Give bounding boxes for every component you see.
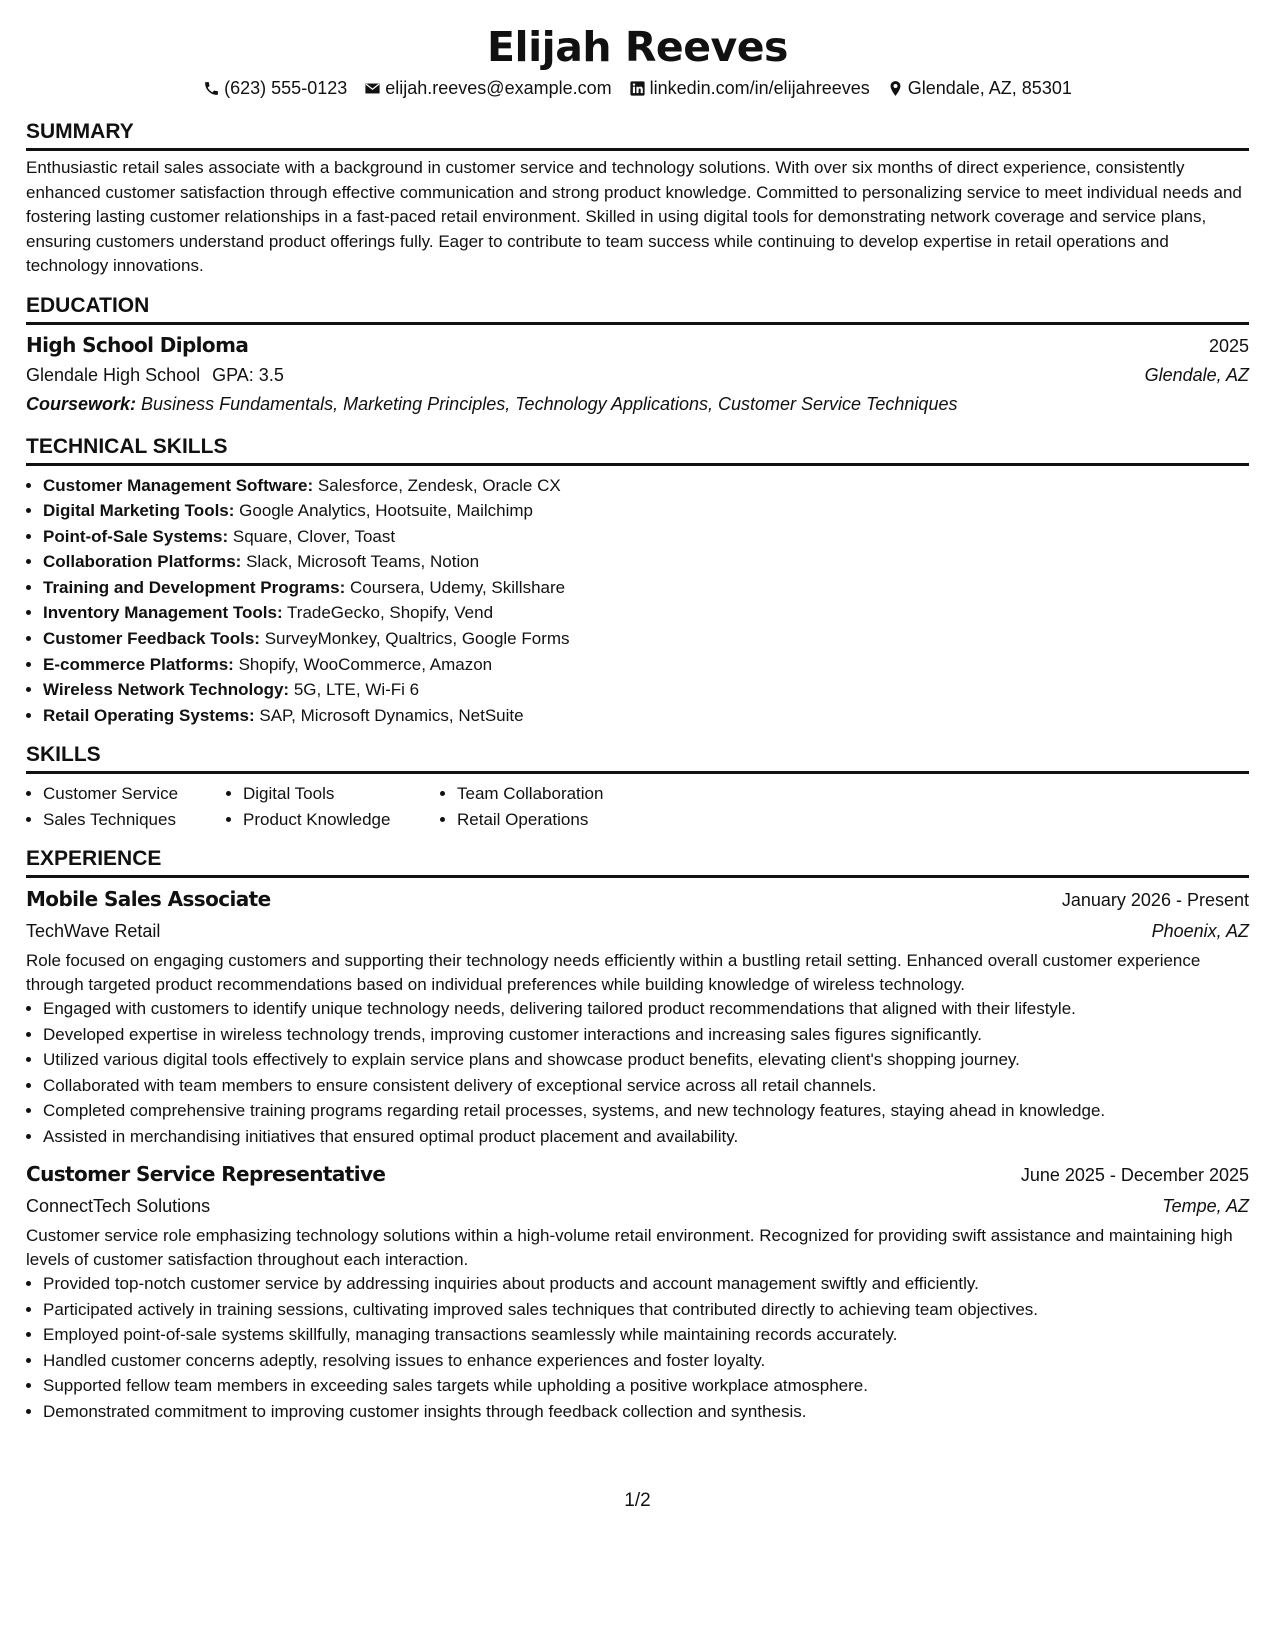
- list-item: • Digital Tools: [243, 781, 440, 807]
- coursework: [26, 390, 1249, 419]
- list-item: • Customer Service: [43, 781, 226, 807]
- skill-values: SAP, Microsoft Dynamics, NetSuite: [259, 705, 524, 725]
- skill-values: Square, Clover, Toast: [232, 526, 396, 546]
- skills-grid: [26, 781, 1249, 832]
- skills-column: [226, 781, 440, 832]
- list-item: • Assisted in merchandising initiatives that ensured optimal product placement and availability.: [43, 1124, 1249, 1150]
- job-location: Tempe, AZ: [1162, 1196, 1249, 1217]
- location-text: Glendale, AZ, 85301: [907, 78, 1072, 98]
- list-item: [43, 549, 1249, 575]
- degree-title: High School Diploma: [26, 332, 249, 357]
- list-item: [43, 703, 1249, 729]
- candidate-name: Elijah Reeves: [487, 23, 788, 71]
- list-item: • Sales Techniques: [43, 807, 226, 833]
- job-bullets: [26, 996, 1249, 1149]
- skill-values: Coursera, Udemy, Skillshare: [350, 577, 566, 597]
- gpa: GPA: 3.5: [212, 364, 284, 385]
- education-school-row: [26, 360, 1249, 390]
- list-item: • Product Knowledge: [243, 807, 440, 833]
- job-description: Role focused on engaging customers and supporting their technology needs efficiently within a bustling retail setting. Enhanced overall customer experience through targeted product recommendations based on individual preferences while building knowledge of wireless technology.: [26, 951, 1201, 994]
- list-item: • Demonstrated commitment to improving customer insights through feedback collection and synthesis.: [43, 1399, 1249, 1425]
- technical-skills-heading: TECHNICAL SKILLS: [26, 434, 1249, 466]
- skill-values: Google Analytics, Hootsuite, Mailchimp: [239, 501, 534, 521]
- skill-category: Inventory Management Tools:: [43, 603, 283, 623]
- school-location: Glendale, AZ: [1144, 364, 1249, 385]
- list-item: • Participated actively in training sessions, cultivating improved sales techniques that contributed directly to achieving team objectives.: [43, 1297, 1249, 1323]
- list-item: • Developed expertise in wireless technology trends, improving customer interactions and increasing sales figures significantly.: [43, 1022, 1249, 1048]
- contact-location: [887, 76, 1072, 100]
- job-description: Customer service role emphasizing technology solutions within a high-volume retail environment. Recognized for providing swift assistance and maintaining high levels of customer satisfaction throughout each interaction.: [26, 1226, 1233, 1269]
- contact-bar: [26, 76, 1249, 100]
- skill-category: Customer Feedback Tools:: [43, 629, 260, 649]
- experience-heading: EXPERIENCE: [26, 846, 1249, 878]
- skill-category: Customer Management Software:: [43, 475, 314, 495]
- map-pin-icon: [887, 80, 904, 97]
- summary-text: Enthusiastic retail sales associate with a background in customer service and technology solutions. With over six months of direct experience, consistently enhanced customer satisfaction through effective communication and strong product knowledge. Committed to personalizing service to meet individual needs and fostering lasting customer relationships in a fast-paced retail environment. Skilled in using digital tools for demonstrating network coverage and service plans, ensuring customers understand product offerings fully. Eager to contribute to team success while continuing to develop expertise in retail operations and technology innovations.: [26, 158, 1242, 275]
- school-info: [26, 360, 284, 390]
- job-dates: June 2025 - December 2025: [1020, 1165, 1249, 1186]
- phone-text: (623) 555-0123: [224, 78, 348, 98]
- skill-category: Digital Marketing Tools:: [43, 501, 235, 521]
- education-entry: [26, 331, 1249, 360]
- graduation-year: 2025: [1208, 335, 1249, 356]
- job-location: Phoenix, AZ: [1151, 921, 1249, 942]
- skill-values: SurveyMonkey, Qualtrics, Google Forms: [264, 629, 570, 649]
- job-title: Customer Service Representative: [26, 1162, 386, 1187]
- list-item: • Utilized various digital tools effectively to explain service plans and showcase product benefits, elevating client's shopping journey.: [43, 1047, 1249, 1073]
- job-bullets: [26, 1271, 1249, 1424]
- list-item: [43, 677, 1249, 703]
- list-item: • Handled customer concerns adeptly, resolving issues to enhance experiences and foster loyalty.: [43, 1348, 1249, 1374]
- job-company-row: [26, 1191, 1249, 1221]
- list-item: [43, 600, 1249, 626]
- list-item: • Supported fellow team members in exceeding sales targets while upholding a positive workplace atmosphere.: [43, 1373, 1249, 1399]
- job-header: [26, 884, 1249, 916]
- summary-heading: SUMMARY: [26, 119, 1249, 151]
- list-item: • Team Collaboration: [457, 781, 603, 807]
- job-entry: [26, 884, 1249, 1149]
- skill-category: E-commerce Platforms:: [43, 654, 234, 674]
- job-company-row: [26, 916, 1249, 946]
- job-title: Mobile Sales Associate: [26, 887, 271, 912]
- job-dates: January 2026 - Present: [1061, 890, 1249, 911]
- skill-values: TradeGecko, Shopify, Vend: [287, 603, 494, 623]
- skill-values: 5G, LTE, Wi-Fi 6: [293, 680, 420, 700]
- technical-skills-list: [26, 473, 1249, 729]
- list-item: • Collaborated with team members to ensure consistent delivery of exceptional service across all retail channels.: [43, 1073, 1249, 1099]
- phone-icon: [203, 80, 220, 97]
- skill-values: Shopify, WooCommerce, Amazon: [238, 654, 493, 674]
- skill-category: Training and Development Programs:: [43, 577, 346, 597]
- skill-values: Slack, Microsoft Teams, Notion: [246, 552, 480, 572]
- list-item: • Employed point-of-sale systems skillfully, managing transactions seamlessly while maintaining records accurately.: [43, 1322, 1249, 1348]
- page-number: 1/2: [624, 1490, 651, 1511]
- coursework-list: Business Fundamentals, Marketing Principles, Technology Applications, Customer Service Techniques: [141, 393, 958, 414]
- skills-heading: SKILLS: [26, 742, 1249, 774]
- coursework-label: Coursework:: [26, 393, 137, 414]
- list-item: [43, 652, 1249, 678]
- linkedin-link[interactable]: linkedin.com/in/elijahreeves: [649, 78, 870, 98]
- skill-category: Point-of-Sale Systems:: [43, 526, 229, 546]
- job-entry: [26, 1159, 1249, 1424]
- contact-linkedin[interactable]: [629, 76, 870, 100]
- company-name: ConnectTech Solutions: [26, 1196, 211, 1217]
- list-item: [43, 473, 1249, 499]
- list-item: • Completed comprehensive training programs regarding retail processes, systems, and new technology features, staying ahead in knowledge.: [43, 1098, 1249, 1124]
- envelope-icon: [364, 80, 381, 97]
- contact-phone: [203, 76, 347, 100]
- linkedin-icon: [629, 80, 646, 97]
- list-item: [43, 575, 1249, 601]
- list-item: [43, 524, 1249, 550]
- skill-category: Collaboration Platforms:: [43, 552, 242, 572]
- skill-category: Wireless Network Technology:: [43, 680, 290, 700]
- company-name: TechWave Retail: [26, 921, 161, 942]
- list-item: • Retail Operations: [457, 807, 603, 833]
- email-link[interactable]: elijah.reeves@example.com: [385, 78, 612, 98]
- skill-category: Retail Operating Systems:: [43, 705, 255, 725]
- contact-email[interactable]: [364, 76, 611, 100]
- skill-values: Salesforce, Zendesk, Oracle CX: [317, 475, 561, 495]
- list-item: [43, 626, 1249, 652]
- list-item: • Engaged with customers to identify unique technology needs, delivering tailored product recommendations that aligned with their lifestyle.: [43, 996, 1249, 1022]
- job-header: [26, 1159, 1249, 1191]
- skills-column: [26, 781, 226, 832]
- education-heading: EDUCATION: [26, 293, 1249, 325]
- list-item: • Provided top-notch customer service by addressing inquiries about products and account management swiftly and efficiently.: [43, 1271, 1249, 1297]
- list-item: [43, 498, 1249, 524]
- skills-column: [440, 781, 603, 832]
- school-name: Glendale High School: [26, 364, 201, 385]
